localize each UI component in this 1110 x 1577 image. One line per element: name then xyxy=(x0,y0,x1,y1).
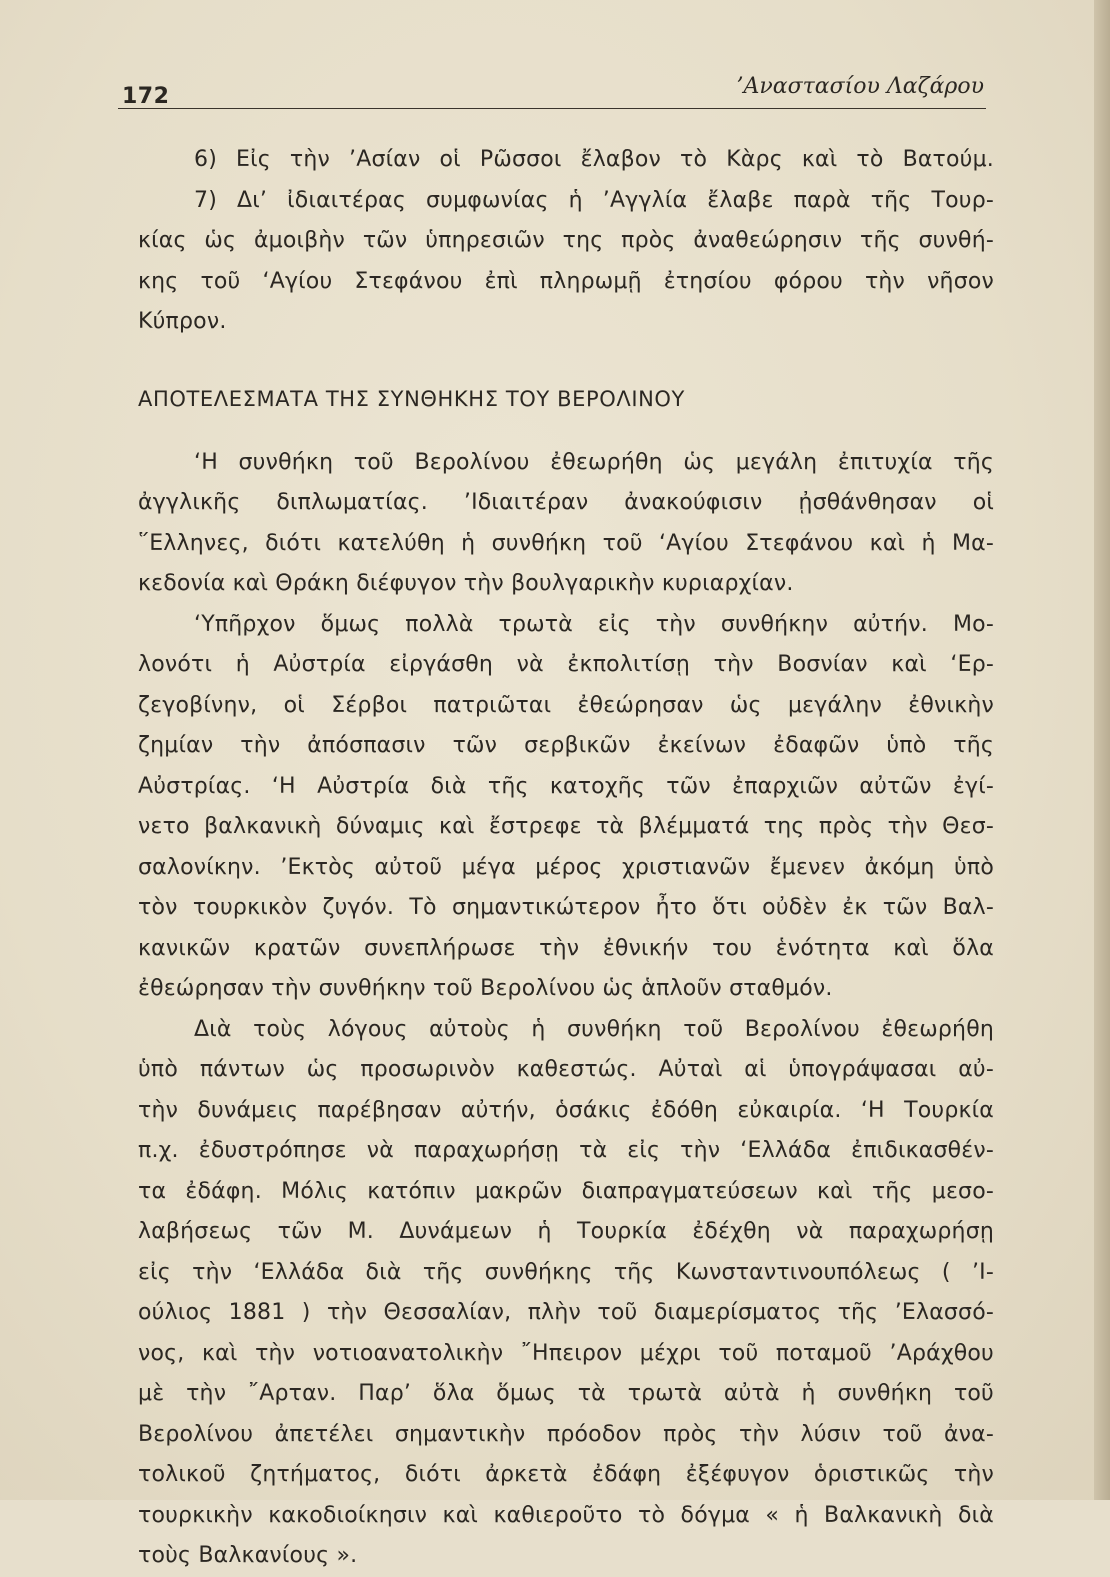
text-line: 7) Δι’ ἰδιαιτέρας συμφωνίας ἡ ’Αγγλία ἔλαβε παρὰ τῆς Τουρ- xyxy=(194,187,994,213)
page-body xyxy=(138,140,994,1577)
text-line: τοὺς Βαλκανίους ». xyxy=(138,1543,358,1568)
text-line: Αὐστρίας. ‘Η Αὐστρία διὰ τῆς κατοχῆς τῶν ἐπαρχιῶν αὐτῶν ἐγί- xyxy=(138,773,994,799)
text-line: τουρκικὴν κακοδιοίκησιν καὶ καθιεροῦτο τὸ δόγμα « ἡ Βαλκανικὴ διὰ xyxy=(138,1502,994,1528)
text-line: κίας ὡς ἀμοιβὴν τῶν ὑπηρεσιῶν της πρὸς ἀναθεώρησιν τῆς συνθή- xyxy=(138,228,994,253)
text-line: μὲ τὴν ῎Αρταν. Παρ’ ὅλα ὅμως τὰ τρωτὰ αὐτὰ ἡ συνθήκη τοῦ xyxy=(138,1381,994,1406)
header-rule xyxy=(118,108,986,109)
text-line: ἀγγλικῆς διπλωματίας. ’Ιδιαιτέραν ἀνακούφισιν ᾐσθάνθησαν οἱ xyxy=(138,490,994,515)
text-line: Κύπρον. xyxy=(138,309,227,334)
text-line: κανικῶν κρατῶν συνεπλήρωσε τὴν ἐθνικήν του ἑνότητα καὶ ὅλα xyxy=(138,935,994,961)
text-line: τὴν δυνάμεις παρέβησαν αὐτήν, ὁσάκις ἐδόθη εὐκαιρία. ‘Η Τουρκία xyxy=(138,1097,994,1123)
page-number: 172 xyxy=(122,84,170,109)
text-line: εἰς τὴν ‘Ελλάδα διὰ τῆς συνθήκης τῆς Κωνσταντινουπόλεως ( ’Ι- xyxy=(138,1259,994,1285)
text-line: τολικοῦ ζητήματος, διότι ἀρκετὰ ἐδάφη ἐξέφυγον ὁριστικῶς τὴν xyxy=(138,1462,994,1487)
text-line: 6) Εἰς τὴν ’Ασίαν οἱ Ρῶσσοι ἔλαβον τὸ Κὰρς καὶ τὸ Βατούμ. xyxy=(194,147,994,172)
section-spacer xyxy=(138,343,994,369)
text-line: λονότι ἡ Αὐστρία εἰργάσθη νὰ ἐκπολιτίσῃ τὴν Βοσνίαν καὶ ‘Ερ- xyxy=(138,652,994,677)
text-line: ὑπὸ πάντων ὡς προσωρινὸν καθεστώς. Αὐταὶ αἱ ὑπογράψασαι αὐ- xyxy=(138,1057,994,1082)
page-header xyxy=(118,70,986,110)
text-line: π.χ. ἐδυστρόπησε νὰ παραχωρήσῃ τὰ εἰς τὴν ‘Ελλάδα ἐπιδικασθέν- xyxy=(138,1138,994,1163)
text-line: ζεγοβίνην, οἱ Σέρβοι πατριῶται ἐθεώρησαν ὡς μεγάλην ἐθνικὴν xyxy=(138,692,994,718)
text-line: ‘Η συνθήκη τοῦ Βερολίνου ἐθεωρήθη ὡς μεγάλη ἐπιτυχία τῆς xyxy=(194,449,994,475)
text-line: Βερολίνου ἀπετέλει σημαντικὴν πρόοδον πρὸς τὴν λύσιν τοῦ ἀνα- xyxy=(138,1421,994,1447)
text-line: λαβήσεως τῶν Μ. Δυνάμεων ἡ Τουρκία ἐδέχθη νὰ παραχωρήσῃ xyxy=(138,1219,994,1244)
running-head-author: ’Αναστασίου Λαζάρου xyxy=(736,74,984,99)
text-line: νος, καὶ τὴν νοτιοανατολικὴν ῎Ηπειρον μέχρι τοῦ ποταμοῦ ’Αράχθου xyxy=(138,1340,994,1366)
text-line: κης τοῦ ‘Αγίου Στεφάνου ἐπὶ πληρωμῇ ἐτησίου φόρου τὴν νῆσον xyxy=(138,268,994,294)
text-line: ‘Υπῆρχον ὅμως πολλὰ τρωτὰ εἰς τὴν συνθήκην αὐτήν. Μο- xyxy=(194,611,994,637)
text-line: κεδονία καὶ Θράκη διέφυγον τὴν βουλγαρικὴν κυριαρχίαν. xyxy=(138,571,794,596)
text-line: νετο βαλκανικὴ δύναμις καὶ ἔστρεφε τὰ βλέμματά της πρὸς τὴν Θεσ- xyxy=(138,814,994,839)
text-line: σαλονίκην. ’Εκτὸς αὐτοῦ μέγα μέρος χριστιανῶν ἔμενεν ἀκόμη ὑπὸ xyxy=(138,854,994,880)
text-line: ούλιος 1881 ) τὴν Θεσσαλίαν, πλὴν τοῦ διαμερίσματος τῆς ’Ελασσό- xyxy=(138,1300,994,1325)
text-line: Διὰ τοὺς λόγους αὐτοὺς ἡ συνθήκη τοῦ Βερολίνου ἐθεωρήθη xyxy=(194,1016,994,1042)
section-heading: ΑΠΟΤΕΛΕΣΜΑΤΑ ΤΗΣ ΣΥΝΘΗΚΗΣ ΤΟΥ ΒΕΡΟΛΙΝΟΥ xyxy=(138,386,685,411)
section-spacer xyxy=(138,429,994,443)
text-line: ζημίαν τὴν ἀπόσπασιν τῶν σερβικῶν ἐκείνων ἐδαφῶν ὑπὸ τῆς xyxy=(138,733,994,758)
text-line: τὸν τουρκικὸν ζυγόν. Τὸ σημαντικώτερον ἦτο ὅτι οὐδὲν ἐκ τῶν Βαλ- xyxy=(138,895,994,920)
text-line: ἐθεώρησαν τὴν συνθήκην τοῦ Βερολίνου ὡς ἁπλοῦν σταθμόν. xyxy=(138,976,833,1001)
text-line: τα ἐδάφη. Μόλις κατόπιν μακρῶν διαπραγματεύσεων καὶ τῆς μεσο- xyxy=(138,1178,994,1204)
text-line: ῞Ελληνες, διότι κατελύθη ἡ συνθήκη τοῦ ‘Αγίου Στεφάνου καὶ ἡ Μα- xyxy=(138,530,994,556)
page-edge-shadow xyxy=(1094,0,1110,1500)
